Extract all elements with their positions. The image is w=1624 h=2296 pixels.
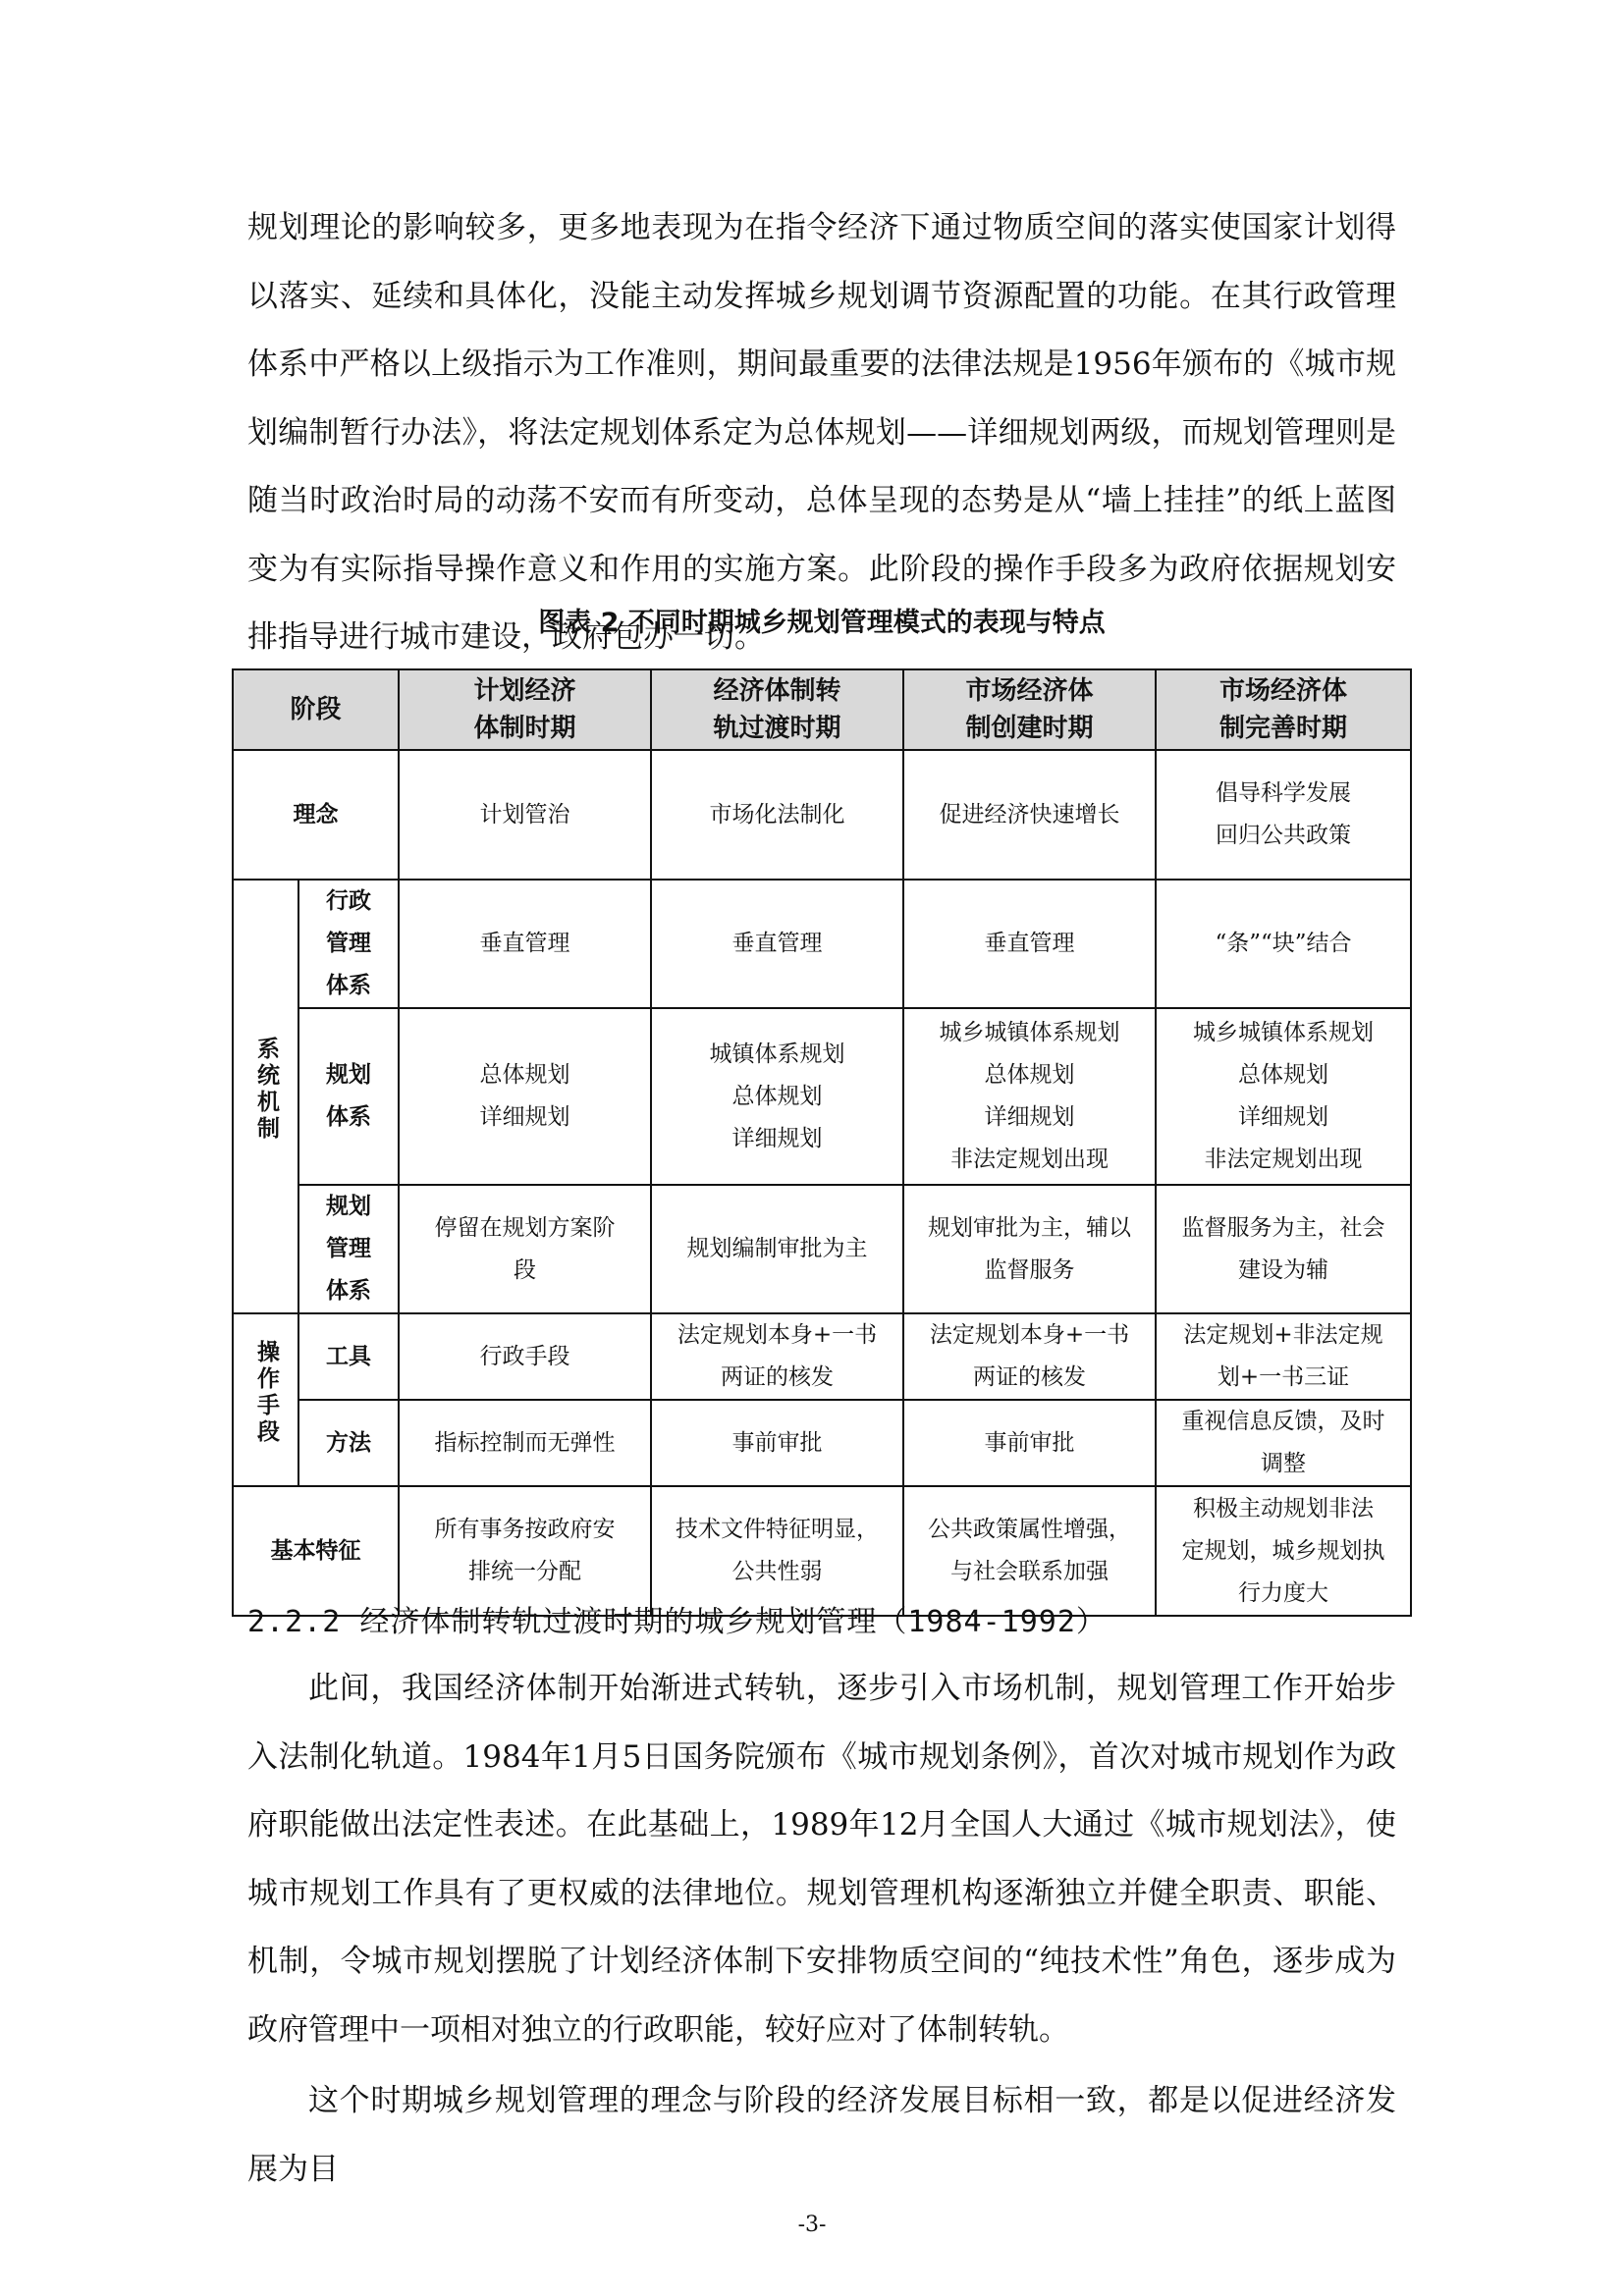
table-cell: 所有事务按政府安 排统一分配 xyxy=(399,1486,651,1616)
page-number: -3- xyxy=(797,2213,827,2237)
planning-modes-table xyxy=(232,668,1412,1617)
header-planned-economy: 计划经济 体制时期 xyxy=(399,669,651,750)
table-cell: 计划管治 xyxy=(399,750,651,880)
row-label-planning: 规划 体系 xyxy=(298,1008,399,1185)
table-cell: 倡导科学发展 回归公共政策 xyxy=(1156,750,1411,880)
section-paragraph: 此间，我国经济体制开始渐进式转轨，逐步引入市场机制，规划管理工作开始步入法制化轨道。1984年1月5日国务院颁布《城市规划条例》，首次对城市规划作为政府职能做出法定性表述。在此基础上，1989年12月全国人大通过《城市规划法》，使城市规划工作具有了更权威的法律地位。规划管理机构逐渐独立并健全职责、职能、机制，令城市规划摆脱了计划经济体制下安排物质空间的“纯技术性”角色，逐步成为政府管理中一项相对独立的行政职能，较好应对了体制转轨。 xyxy=(247,1671,1396,2048)
table-cell: 法定规划本身+一书 两证的核发 xyxy=(903,1313,1156,1400)
last-paragraph: 这个时期城乡规划管理的理念与阶段的经济发展目标相一致，都是以促进经济发展为目 xyxy=(247,2083,1396,2187)
table-cell: 垂直管理 xyxy=(651,880,903,1008)
header-market-improvement: 市场经济体 制完善时期 xyxy=(1156,669,1411,750)
table-cell: 总体规划 详细规划 xyxy=(399,1008,651,1185)
table-cell: 法定规划本身+一书 两证的核发 xyxy=(651,1313,903,1400)
header-market-creation: 市场经济体 制创建时期 xyxy=(903,669,1156,750)
table-cell: 城镇体系规划 总体规划 详细规划 xyxy=(651,1008,903,1185)
group-label-operation: 操作手段 xyxy=(233,1313,298,1486)
row-label-features: 基本特征 xyxy=(233,1486,399,1616)
table-cell: 公共政策属性增强， 与社会联系加强 xyxy=(903,1486,1156,1616)
table-cell: 行政手段 xyxy=(399,1313,651,1400)
table-cell: 规划审批为主，辅以 监督服务 xyxy=(903,1185,1156,1313)
table-row xyxy=(233,1313,1411,1400)
table-cell: 事前审批 xyxy=(903,1400,1156,1486)
row-label-tools: 工具 xyxy=(298,1313,399,1400)
table-cell: 垂直管理 xyxy=(903,880,1156,1008)
table-cell: 促进经济快速增长 xyxy=(903,750,1156,880)
row-label-admin: 行政 管理 体系 xyxy=(298,880,399,1008)
table-row xyxy=(233,880,1411,1008)
table-cell: 规划编制审批为主 xyxy=(651,1185,903,1313)
row-label-concept: 理念 xyxy=(233,750,399,880)
table-row xyxy=(233,1008,1411,1185)
table-cell: “条”“块”结合 xyxy=(1156,880,1411,1008)
table-cell: 事前审批 xyxy=(651,1400,903,1486)
row-label-mgmt: 规划 管理 体系 xyxy=(298,1185,399,1313)
section-heading: 2.2.2 经济体制转轨过渡时期的城乡规划管理（1984-1992） xyxy=(247,1605,1107,1639)
table-cell: 停留在规划方案阶 段 xyxy=(399,1185,651,1313)
table-row xyxy=(233,1400,1411,1486)
table-cell: 城乡城镇体系规划 总体规划 详细规划 非法定规划出现 xyxy=(1156,1008,1411,1185)
table-row xyxy=(233,750,1411,880)
header-stage: 阶段 xyxy=(233,669,399,750)
table-cell: 积极主动规划非法 定规划，城乡规划执 行力度大 xyxy=(1156,1486,1411,1616)
group-label-system: 系统机制 xyxy=(233,880,298,1313)
table-cell: 垂直管理 xyxy=(399,880,651,1008)
table-cell: 指标控制而无弹性 xyxy=(399,1400,651,1486)
table-header-row xyxy=(233,669,1411,750)
table-row xyxy=(233,1185,1411,1313)
table-cell: 重视信息反馈，及时 调整 xyxy=(1156,1400,1411,1486)
header-transition: 经济体制转 轨过渡时期 xyxy=(651,669,903,750)
table-cell: 技术文件特征明显， 公共性弱 xyxy=(651,1486,903,1616)
table-cell: 法定规划+非法定规 划+一书三证 xyxy=(1156,1313,1411,1400)
table-caption: 图表 2 不同时期城乡规划管理模式的表现与特点 xyxy=(538,608,1106,638)
intro-paragraph: 规划理论的影响较多，更多地表现为在指令经济下通过物质空间的落实使国家计划得以落实、延续和具体化，没能主动发挥城乡规划调节资源配置的功能。在其行政管理体系中严格以上级指示为工作准则，期间最重要的法律法规是1956年颁布的《城市规划编制暂行办法》，将法定规划体系定为总体规划——详细规划两级，而规划管理则是随当时政治时局的动荡不安而有所变动，总体呈现的态势是从“墙上挂挂”的纸上蓝图变为有实际指导操作意义和作用的实施方案。此阶段的操作手段多为政府依据规划安排指导进行城市建设，政府包办一切。 xyxy=(247,210,1396,655)
table-cell: 城乡城镇体系规划 总体规划 详细规划 非法定规划出现 xyxy=(903,1008,1156,1185)
table-cell: 监督服务为主，社会 建设为辅 xyxy=(1156,1185,1411,1313)
row-label-method: 方法 xyxy=(298,1400,399,1486)
table-cell: 市场化法制化 xyxy=(651,750,903,880)
